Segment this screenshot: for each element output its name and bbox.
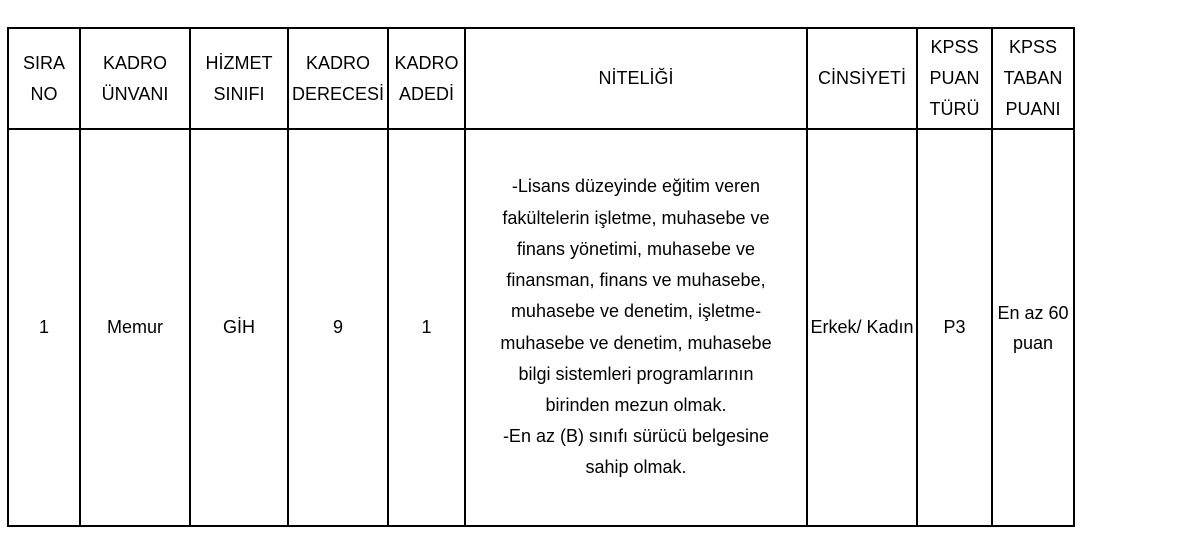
header-text: ÜNVANI bbox=[101, 83, 169, 104]
nitelik-line: sahip olmak. bbox=[585, 457, 687, 478]
header-text: NİTELİĞİ bbox=[598, 68, 674, 88]
nitelik-line: -Lisans düzeyinde eğitim veren bbox=[511, 176, 761, 197]
nitelik-line: birinden mezun olmak. bbox=[545, 394, 727, 415]
cell-kpss-puan-turu: P3 bbox=[917, 129, 992, 526]
header-text: TÜRÜ bbox=[929, 99, 980, 119]
nitelik-line: finansman, finans ve muhasebe, bbox=[506, 270, 766, 291]
header-text: KPSS bbox=[1008, 37, 1058, 57]
table-header-row bbox=[8, 28, 1074, 129]
header-text: PUANI bbox=[1005, 99, 1061, 119]
nitelik-line: fakültelerin işletme, muhasebe ve bbox=[502, 207, 770, 228]
cell-kadro-unvani: Memur bbox=[80, 129, 190, 526]
cell-kpss-taban-puani bbox=[992, 129, 1074, 526]
header-text: KADRO bbox=[305, 52, 370, 73]
header-kadro-adedi bbox=[388, 28, 465, 129]
header-kadro-unvani bbox=[80, 28, 190, 129]
header-hizmet-sinifi bbox=[190, 28, 288, 129]
cell-niteligi bbox=[465, 129, 807, 526]
cell-hizmet-sinifi: GİH bbox=[190, 129, 288, 526]
header-text: PUAN bbox=[929, 68, 980, 88]
nitelik-line: bilgi sistemleri programlarının bbox=[518, 363, 754, 384]
header-text: DERECESİ bbox=[291, 83, 385, 104]
nitelik-line: muhasebe ve denetim, işletme- bbox=[510, 301, 762, 322]
kadro-table bbox=[7, 27, 1075, 527]
cell-sira-no: 1 bbox=[8, 129, 80, 526]
cell-kadro-adedi: 1 bbox=[388, 129, 465, 526]
header-text: ADEDİ bbox=[398, 83, 454, 104]
header-text: CİNSİYETİ bbox=[817, 68, 906, 88]
header-sira-no bbox=[8, 28, 80, 129]
header-text: NO bbox=[30, 83, 58, 104]
nitelik-line: muhasebe ve denetim, muhasebe bbox=[500, 332, 772, 353]
table-row bbox=[8, 129, 1074, 526]
taban-puan-line: puan bbox=[1012, 332, 1054, 353]
header-kpss-puan-turu bbox=[917, 28, 992, 129]
header-kadro-derecesi bbox=[288, 28, 388, 129]
header-text: KADRO bbox=[394, 52, 459, 73]
header-text: KADRO bbox=[102, 52, 167, 73]
cell-cinsiyeti: Erkek/ Kadın bbox=[807, 129, 917, 526]
nitelik-line: finans yönetimi, muhasebe ve bbox=[516, 238, 756, 259]
header-kpss-taban-puani bbox=[992, 28, 1074, 129]
header-cinsiyeti bbox=[807, 28, 917, 129]
header-text: SIRA bbox=[22, 52, 65, 73]
taban-puan-line: En az 60 bbox=[997, 302, 1069, 323]
header-text: KPSS bbox=[930, 37, 979, 57]
header-text: HİZMET bbox=[205, 52, 273, 73]
header-text: SINIFI bbox=[213, 83, 265, 104]
cell-kadro-derecesi: 9 bbox=[288, 129, 388, 526]
header-text: TABAN bbox=[1003, 68, 1063, 88]
nitelik-line: -En az (B) sınıfı sürücü belgesine bbox=[502, 426, 770, 447]
header-niteligi bbox=[465, 28, 807, 129]
